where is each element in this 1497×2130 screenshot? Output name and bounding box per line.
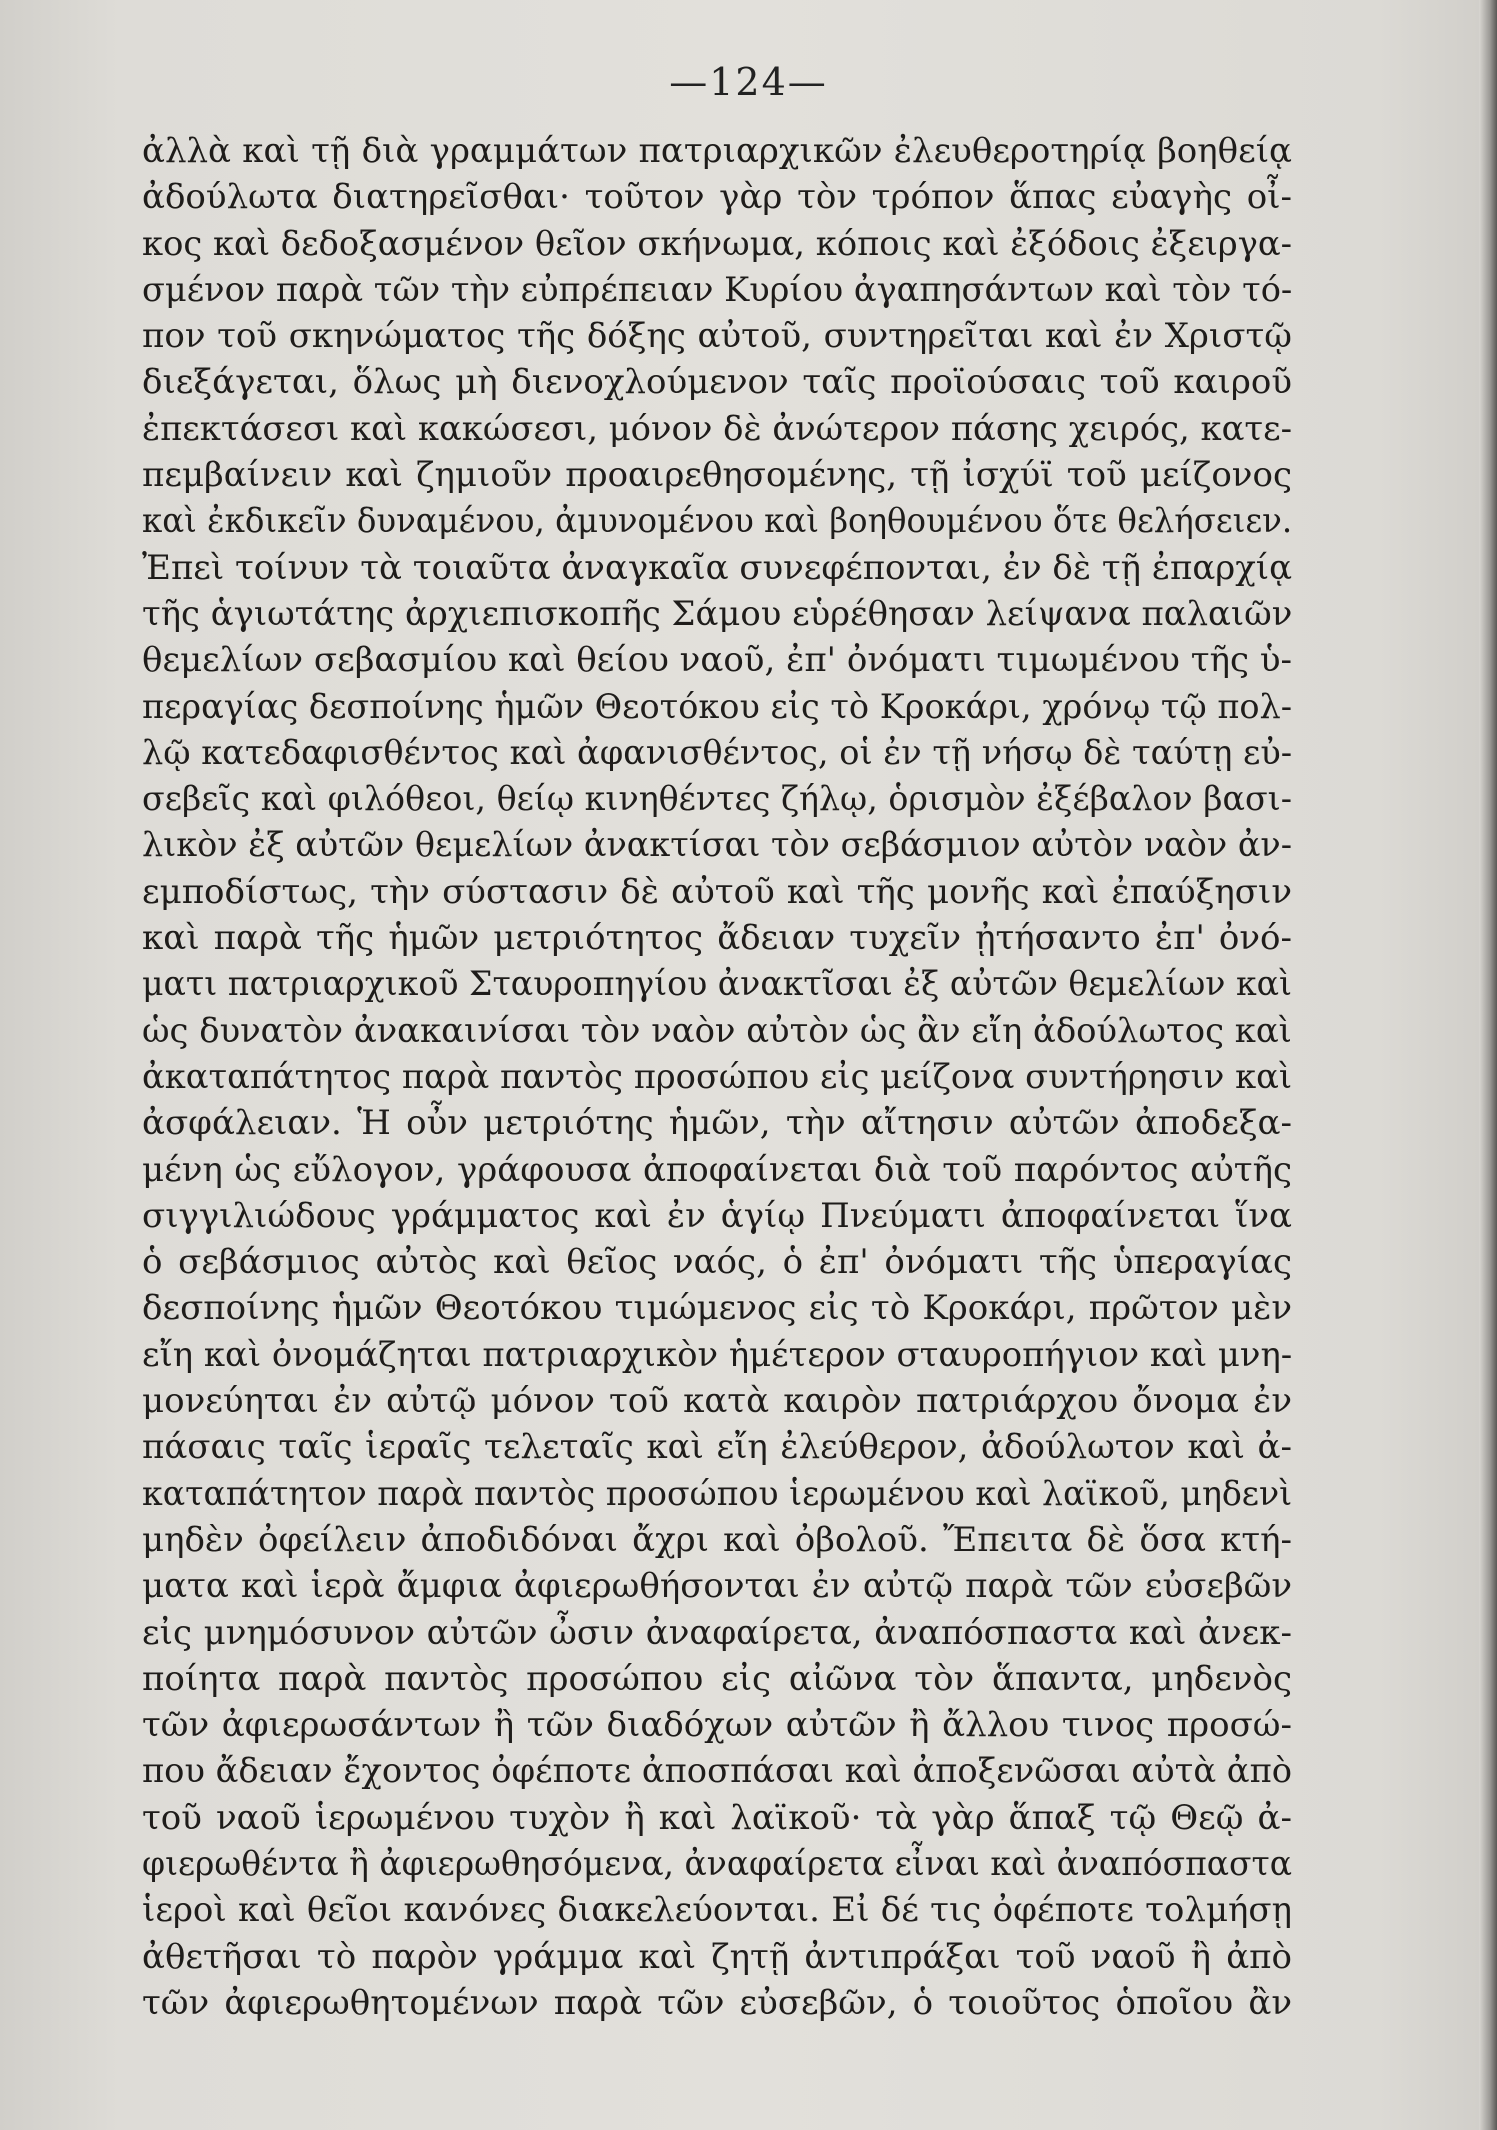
text-line: θεμελίων σεβασμίου καὶ θείου ναοῦ, ἐπ' ὀνόματι τιμωμένου τῆς ὑ- <box>142 640 1292 681</box>
text-line: εἰς μνημόσυνον αὐτῶν ὦσιν ἀναφαίρετα, ἀναπόσπαστα καὶ ἀνεκ- <box>142 1612 1292 1653</box>
text-line: πεμβαίνειν καὶ ζημιοῦν προαιρεθησομένης, τῇ ἰσχύϊ τοῦ μείζονος <box>142 455 1292 496</box>
text-line: ἀσφάλειαν. Ἡ οὖν μετριότης ἡμῶν, τὴν αἴτησιν αὐτῶν ἀποδεξα- <box>142 1103 1292 1144</box>
text-line: που ἄδειαν ἔχοντος ὀφέποτε ἀποσπάσαι καὶ ἀποξενῶσαι αὐτὰ ἀπὸ <box>142 1751 1293 1792</box>
text-line: καὶ ἐκδικεῖν δυναμένου, ἀμυνομένου καὶ βοηθουμένου ὅτε θελήσειεν. <box>142 501 1293 542</box>
text-line: ἐπεκτάσεσι καὶ κακώσεσι, μόνον δὲ ἀνώτερον πάσης χειρός, κατε- <box>142 408 1293 449</box>
text-line: ματα καὶ ἱερὰ ἄμφια ἀφιερωθήσονται ἐν αὐτῷ παρὰ τῶν εὐσεβῶν <box>142 1566 1292 1607</box>
text-line: ἀκαταπάτητος παρὰ παντὸς προσώπου εἰς μείζονα συντήρησιν καὶ <box>142 1056 1293 1097</box>
text-line: ὁ σεβάσμιος αὐτὸς καὶ θεῖος ναός, ὁ ἐπ' ὀνόματι τῆς ὑπεραγίας <box>142 1242 1292 1283</box>
text-line: σμένον παρὰ τῶν τὴν εὐπρέπειαν Κυρίου ἀγαπησάντων καὶ τὸν τό- <box>142 269 1293 310</box>
text-line: πον τοῦ σκηνώματος τῆς δόξης αὐτοῦ, συντηρεῖται καὶ ἐν Χριστῷ <box>142 316 1292 357</box>
text-line: δεσποίνης ἡμῶν Θεοτόκου τιμώμενος εἰς τὸ Κροκάρι, πρῶτον μὲν <box>142 1288 1292 1329</box>
text-line: ἀλλὰ καὶ τῇ διὰ γραμμάτων πατριαρχικῶν ἐλευθεροτηρίᾳ βοηθείᾳ <box>142 131 1292 171</box>
page-number: —124— <box>669 60 828 104</box>
text-line: καταπάτητον παρὰ παντὸς προσώπου ἱερωμένου καὶ λαϊκοῦ, μηδενὶ <box>142 1473 1293 1514</box>
text-line: κος καὶ δεδοξασμένον θεῖον σκήνωμα, κόποις καὶ ἐξόδοις ἐξειργα- <box>142 223 1293 264</box>
text-line: μηδὲν ὀφείλειν ἀποδιδόναι ἄχρι καὶ ὀβολοῦ. Ἔπειτα δὲ ὅσα κτή- <box>142 1519 1292 1560</box>
text-line: ἱεροὶ καὶ θεῖοι κανόνες διακελεύονται. Εἰ δέ τις ὀφέποτε τολμήσῃ <box>142 1890 1292 1931</box>
text-line: μονεύηται ἐν αὐτῷ μόνον τοῦ κατὰ καιρὸν πατριάρχου ὄνομα ἐν <box>142 1381 1292 1422</box>
text-line: τῶν ἀφιερωσάντων ἢ τῶν διαδόχων αὐτῶν ἢ ἄλλου τινος προσώ- <box>142 1705 1292 1746</box>
text-line: διεξάγεται, ὅλως μὴ διενοχλούμενον ταῖς προϊούσαις τοῦ καιροῦ <box>142 362 1292 403</box>
text-line: Ἐπεὶ τοίνυν τὰ τοιαῦτα ἀναγκαῖα συνεφέπονται, ἐν δὲ τῇ ἐπαρχίᾳ <box>142 547 1293 588</box>
page-edge-shadow <box>1479 0 1497 2130</box>
text-line: τοῦ ναοῦ ἱερωμένου τυχὸν ἢ καὶ λαϊκοῦ· τὰ γὰρ ἅπαξ τῷ Θεῷ ἀ- <box>142 1797 1292 1838</box>
text-line: εἴη καὶ ὀνομάζηται πατριαρχικὸν ἡμέτερον σταυροπήγιον καὶ μνη- <box>142 1334 1293 1375</box>
text-line: εμποδίστως, τὴν σύστασιν δὲ αὐτοῦ καὶ τῆς μονῆς καὶ ἐπαύξησιν <box>142 871 1292 912</box>
text-line: περαγίας δεσποίνης ἡμῶν Θεοτόκου εἰς τὸ Κροκάρι, χρόνῳ τῷ πολ- <box>142 686 1293 727</box>
text-line: μένη ὡς εὔλογον, γράφουσα ἀποφαίνεται διὰ τοῦ παρόντος αὐτῆς <box>142 1149 1292 1190</box>
text-line: ὡς δυνατὸν ἀνακαινίσαι τὸν ναὸν αὐτὸν ὡς ἂν εἴη ἀδούλωτος καὶ <box>142 1010 1292 1051</box>
text-line: τῆς ἁγιωτάτης ἀρχιεπισκοπῆς Σάμου εὑρέθησαν λείψανα παλαιῶν <box>142 593 1293 634</box>
text-line: φιερωθέντα ἢ ἀφιερωθησόμενα, ἀναφαίρετα εἶναι καὶ ἀναπόσπαστα <box>142 1843 1292 1884</box>
text-line: ἀδούλωτα διατηρεῖσθαι· τοῦτον γὰρ τὸν τρόπον ἅπας εὐαγὴς οἶ- <box>142 177 1292 218</box>
text-line: καὶ παρὰ τῆς ἡμῶν μετριότητος ἄδειαν τυχεῖν ᾐτήσαντο ἐπ' ὀνό- <box>142 918 1292 959</box>
body-text <box>142 128 1292 2026</box>
text-line: σιγγιλιώδους γράμματος καὶ ἐν ἁγίῳ Πνεύματι ἀποφαίνεται ἵνα <box>142 1195 1292 1236</box>
text-line: λῷ κατεδαφισθέντος καὶ ἀφανισθέντος, οἱ ἐν τῇ νήσῳ δὲ ταύτῃ εὐ- <box>142 732 1293 773</box>
text-line: σεβεῖς καὶ φιλόθεοι, θείῳ κινηθέντες ζήλῳ, ὁρισμὸν ἐξέβαλον βασι- <box>142 779 1292 820</box>
text-line: ἀθετῆσαι τὸ παρὸν γράμμα καὶ ζητῇ ἀντιπράξαι τοῦ ναοῦ ἢ ἀπὸ <box>142 1936 1292 1977</box>
text-line: τῶν ἀφιερωθητομένων παρὰ τῶν εὐσεβῶν, ὁ τοιοῦτος ὁποῖου ἂν <box>142 1982 1292 2023</box>
text-line: ποίητα παρὰ παντὸς προσώπου εἰς αἰῶνα τὸν ἅπαντα, μηδενὸς <box>142 1658 1292 1699</box>
text-line: πάσαις ταῖς ἱεραῖς τελεταῖς καὶ εἴη ἐλεύθερον, ἀδούλωτον καὶ ἀ- <box>142 1427 1292 1468</box>
text-line: ματι πατριαρχικοῦ Σταυροπηγίου ἀνακτῖσαι ἐξ αὐτῶν θεμελίων καὶ <box>142 964 1293 1005</box>
text-line: λικὸν ἐξ αὐτῶν θεμελίων ἀνακτίσαι τὸν σεβάσμιον αὐτὸν ναὸν ἀν- <box>142 825 1292 866</box>
